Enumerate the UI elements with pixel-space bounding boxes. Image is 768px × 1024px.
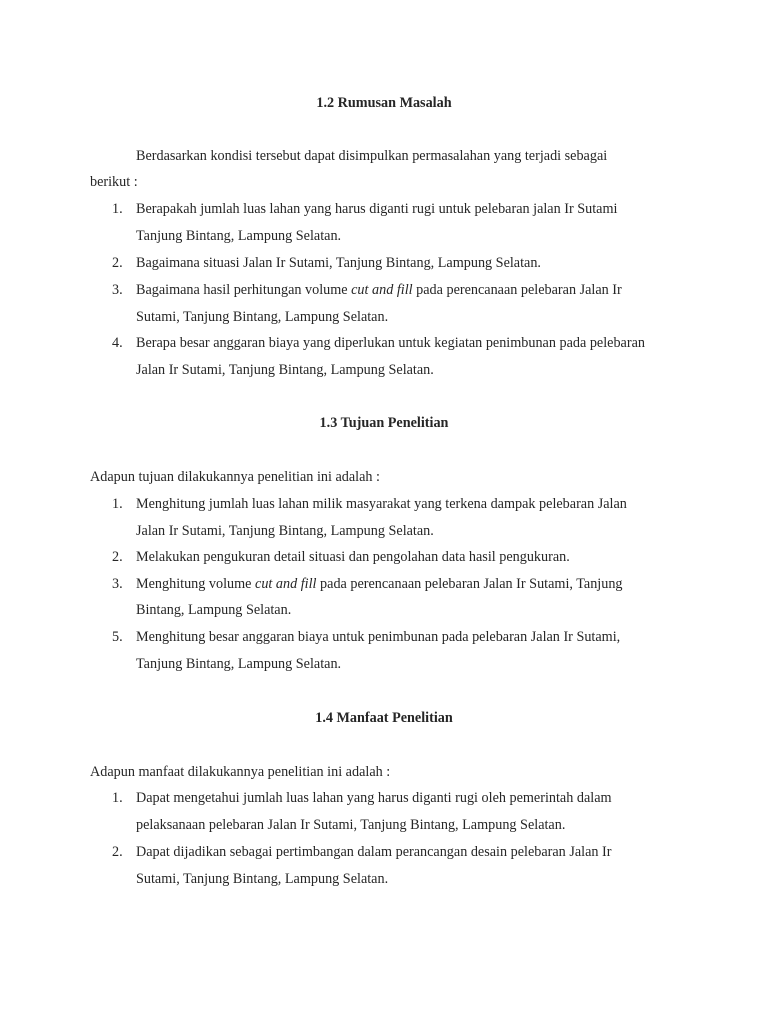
list-item-line: Tanjung Bintang, Lampung Selatan. — [136, 228, 342, 244]
paragraph-line: berikut : — [90, 174, 138, 190]
list-number: 2. — [112, 255, 123, 271]
list-item-line: Jalan Ir Sutami, Tanjung Bintang, Lampung Selatan. — [136, 523, 434, 539]
list-item-line: Menghitung jumlah luas lahan milik masyarakat yang terkena dampak pelebaran Jalan — [136, 496, 627, 512]
list-item-line — [136, 280, 622, 300]
list-number: 2. — [112, 844, 123, 860]
list-number: 2. — [112, 549, 123, 565]
list-item-line: Menghitung besar anggaran biaya untuk penimbunan pada pelebaran Jalan Ir Sutami, — [136, 629, 621, 645]
list-number: 1. — [112, 496, 123, 512]
list-number: 1. — [112, 201, 123, 217]
paragraph-line: Adapun tujuan dilakukannya penelitian ini adalah : — [90, 469, 380, 485]
text-run: Bagaimana hasil perhitungan volume — [136, 282, 352, 298]
list-item-line: Sutami, Tanjung Bintang, Lampung Selatan. — [136, 871, 389, 887]
section-heading-manfaat: 1.4 Manfaat Penelitian — [315, 710, 453, 726]
text-run: pada perencanaan pelebaran Jalan Ir — [412, 282, 622, 298]
section-heading-rumusan: 1.2 Rumusan Masalah — [316, 95, 452, 111]
list-number: 4. — [112, 335, 123, 351]
list-item-line: Berapakah jumlah luas lahan yang harus diganti rugi untuk pelebaran jalan Ir Sutami — [136, 201, 618, 217]
emphasis-text: cut and fill — [351, 282, 413, 298]
list-item-line: Tanjung Bintang, Lampung Selatan. — [136, 656, 342, 672]
list-number: 3. — [112, 576, 123, 592]
list-item-line: Berapa besar anggaran biaya yang diperlukan untuk kegiatan penimbunan pada pelebaran — [136, 335, 645, 351]
list-item-line — [136, 574, 623, 594]
list-item-line: Jalan Ir Sutami, Tanjung Bintang, Lampung Selatan. — [136, 362, 434, 378]
list-item-line: Dapat mengetahui jumlah luas lahan yang harus diganti rugi oleh pemerintah dalam — [136, 790, 612, 806]
list-item-line: Bintang, Lampung Selatan. — [136, 602, 292, 618]
list-number: 3. — [112, 282, 123, 298]
list-item-line: Dapat dijadikan sebagai pertimbangan dalam perancangan desain pelebaran Jalan Ir — [136, 844, 612, 860]
list-item-line: Bagaimana situasi Jalan Ir Sutami, Tanjung Bintang, Lampung Selatan. — [136, 255, 541, 271]
section-heading-tujuan: 1.3 Tujuan Penelitian — [319, 415, 449, 431]
text-run: Menghitung volume — [136, 576, 256, 592]
paragraph-line: Berdasarkan kondisi tersebut dapat disimpulkan permasalahan yang terjadi sebagai — [136, 148, 608, 164]
text-run: pada perencanaan pelebaran Jalan Ir Sutami, Tanjung — [316, 576, 623, 592]
list-item-line: pelaksanaan pelebaran Jalan Ir Sutami, Tanjung Bintang, Lampung Selatan. — [136, 817, 566, 833]
emphasis-text: cut and fill — [255, 576, 317, 592]
list-item-line: Sutami, Tanjung Bintang, Lampung Selatan. — [136, 309, 389, 325]
list-item-line: Melakukan pengukuran detail situasi dan pengolahan data hasil pengukuran. — [136, 549, 570, 565]
list-number: 5. — [112, 629, 123, 645]
list-number: 1. — [112, 790, 123, 806]
paragraph-line: Adapun manfaat dilakukannya penelitian ini adalah : — [90, 764, 391, 780]
